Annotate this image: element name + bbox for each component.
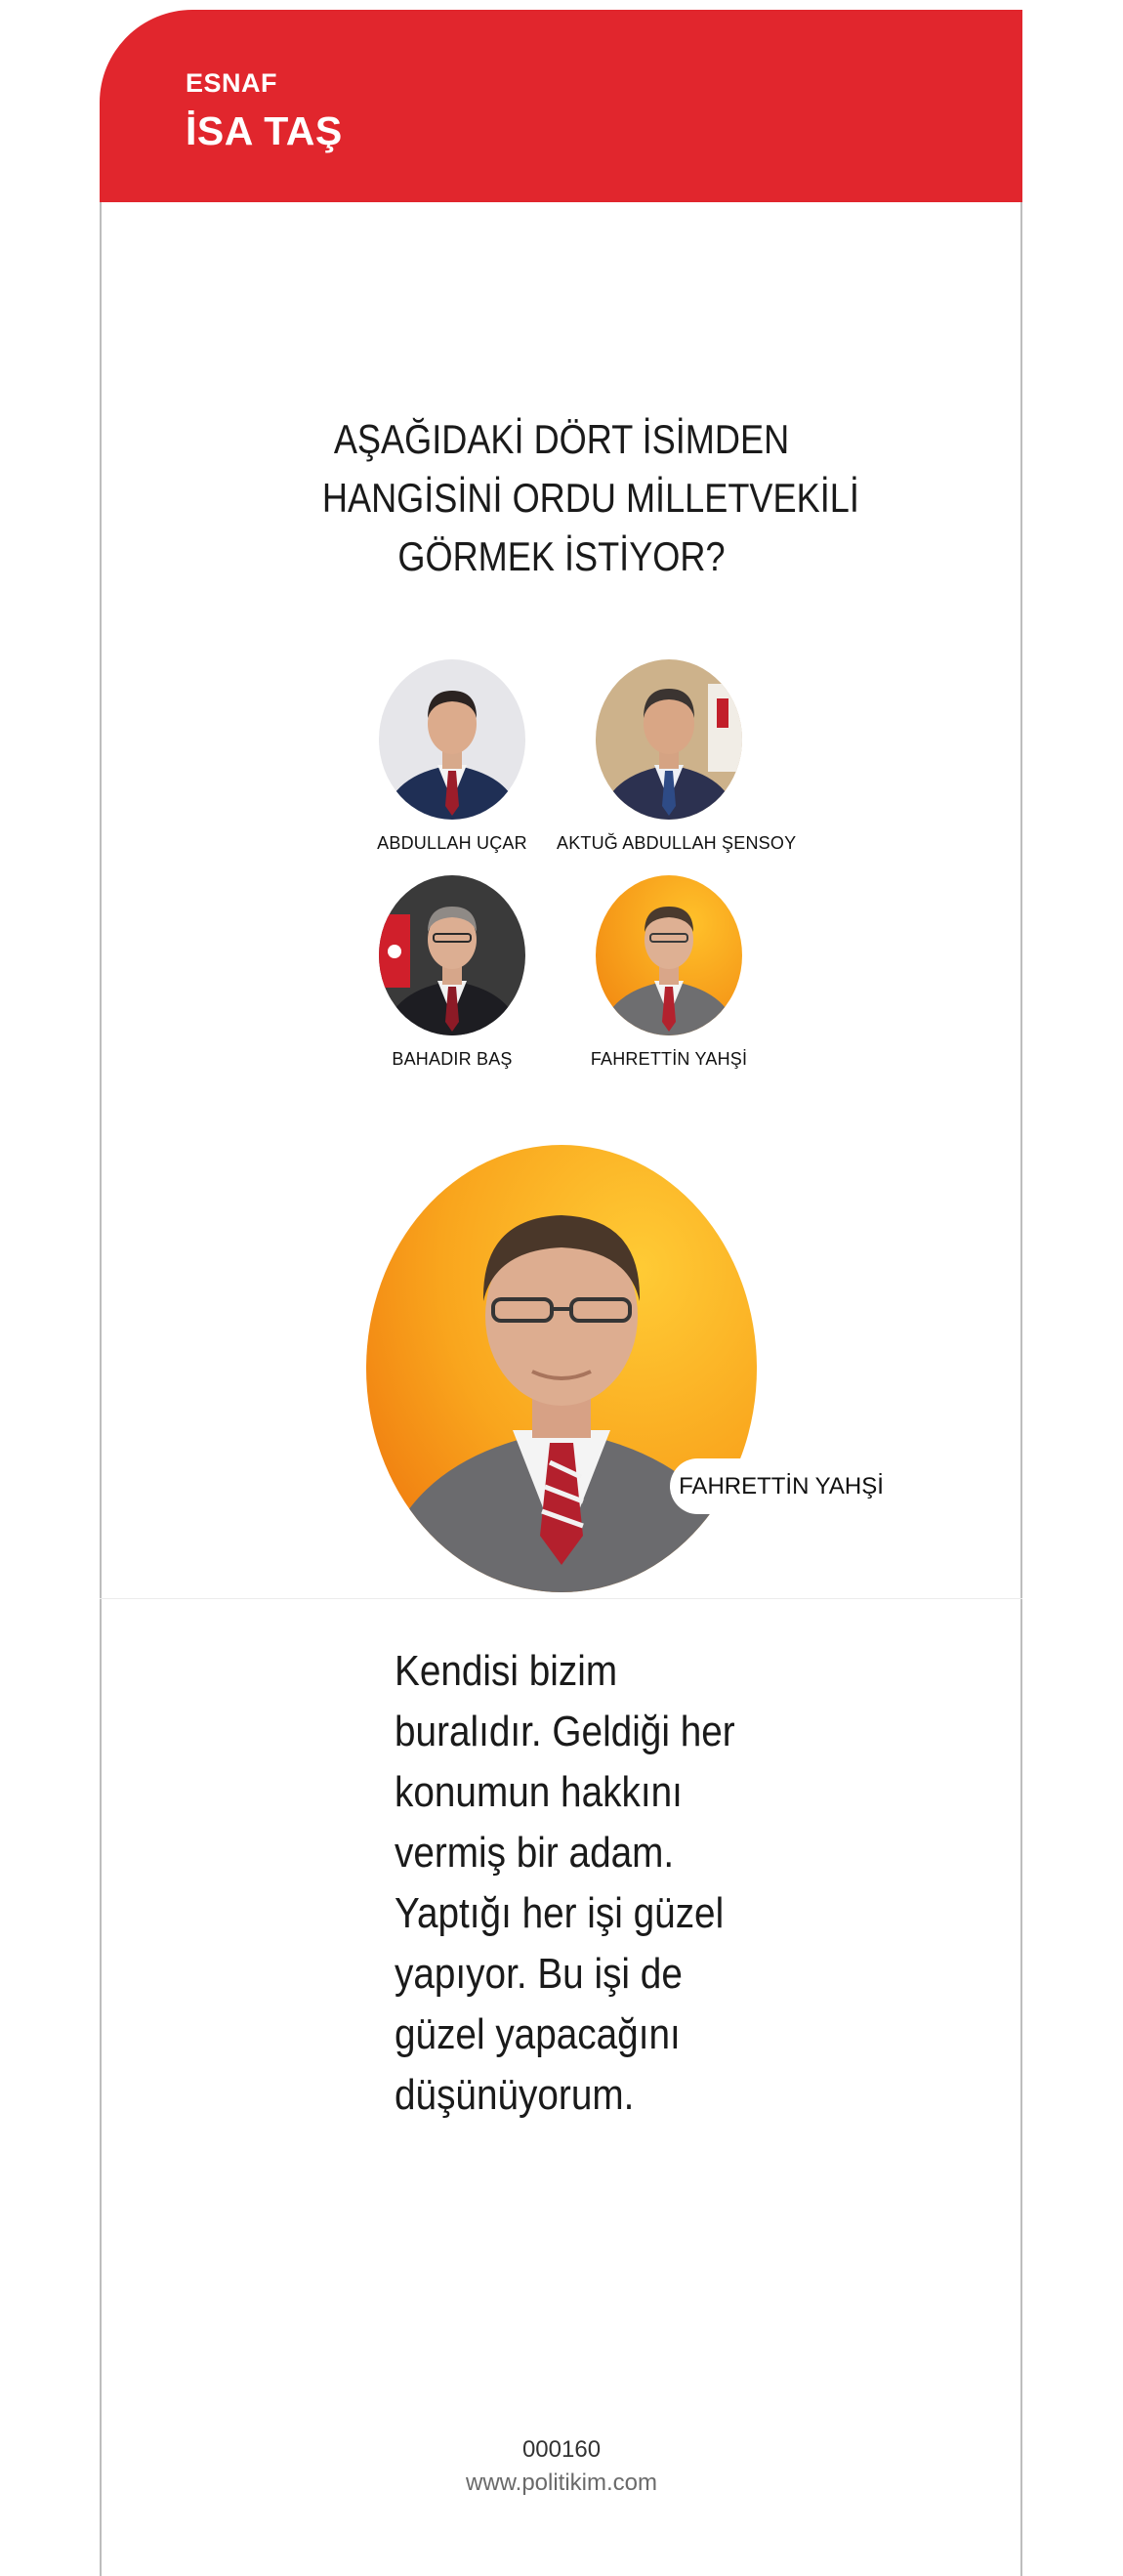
candidate-name: FAHRETTİN YAHŞİ <box>590 1049 748 1069</box>
candidate-card[interactable] <box>340 659 564 854</box>
candidate-photo <box>379 659 525 820</box>
quote-line: vermiş bir adam. <box>395 1829 675 1877</box>
quote-line: buralıdır. Geldiği her <box>395 1708 735 1755</box>
question-heading <box>321 410 859 586</box>
candidate-photo <box>596 659 742 820</box>
header-name: İSA TAŞ <box>186 108 343 153</box>
candidate-card[interactable] <box>557 875 781 1070</box>
candidate-name: ABDULLAH UÇAR <box>377 833 527 853</box>
quote-text <box>395 1641 756 2126</box>
quote-line: düşünüyorum. <box>395 2071 635 2119</box>
card-left-border <box>100 200 102 2576</box>
question-line: AŞAĞIDAKİ DÖRT İSİMDEN <box>333 416 790 462</box>
quote-line: güzel yapacağını <box>395 2010 681 2058</box>
candidate-card[interactable] <box>340 875 564 1070</box>
footer-code: 000160 <box>521 2436 602 2463</box>
candidate-photo <box>379 875 525 1035</box>
candidate-name: AKTUĞ ABDULLAH ŞENSOY <box>557 833 797 853</box>
quote-line: yapıyor. Bu işi de <box>395 1950 683 1998</box>
header-role: ESNAF <box>186 68 278 98</box>
selected-candidate-photo <box>366 1145 757 1592</box>
quote-line: Yaptığı her işi güzel <box>395 1889 725 1937</box>
candidate-photo <box>596 875 742 1035</box>
section-divider <box>100 1598 1022 1599</box>
selected-candidate-name: FAHRETTİN YAHŞİ <box>670 1458 893 1514</box>
header-banner <box>100 10 1022 202</box>
candidate-name: BAHADIR BAŞ <box>392 1049 513 1069</box>
card-right-border <box>1020 200 1022 2576</box>
candidate-card[interactable] <box>557 659 797 854</box>
question-line: HANGİSİNİ ORDU MİLLETVEKİLİ <box>321 475 859 521</box>
question-line: GÖRMEK İSTİYOR? <box>397 533 726 579</box>
quote-line: Kendisi bizim <box>395 1647 618 1695</box>
footer-url[interactable]: www.politikim.com <box>465 2470 658 2496</box>
quote-line: konumun hakkını <box>395 1768 683 1816</box>
